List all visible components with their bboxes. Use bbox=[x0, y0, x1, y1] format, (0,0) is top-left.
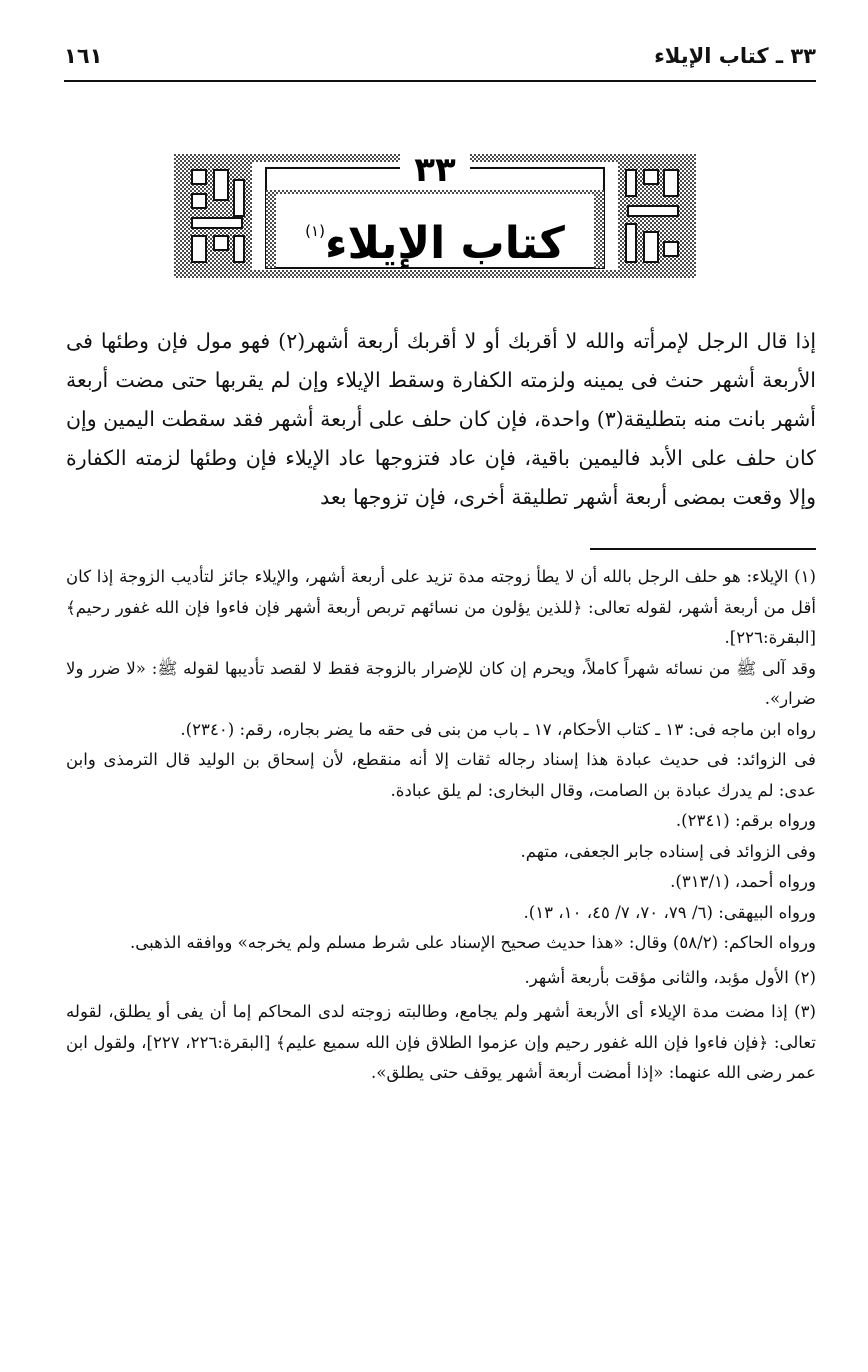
footnotes bbox=[66, 562, 816, 1093]
footnote-1 bbox=[66, 562, 816, 959]
footnote-1-bayhaqi: ورواه البيهقى: (٦/ ٧٩، ٧٠، ٧/ ٤٥، ١٠، ١٣). bbox=[523, 902, 816, 922]
footnote-1-ibn-majah: رواه ابن ماجه فى: ١٣ ـ كتاب الأحكام، ١٧ ـ باب من بنى فى حقه ما يضر بجاره، رقم: (٢٣٤٠). bbox=[180, 719, 816, 739]
chapter-number-text: ٣٣ bbox=[400, 150, 470, 190]
footnote-1-jabir: وفى الزوائد فى إسناده جابر الجعفى، متهم. bbox=[520, 841, 816, 861]
chapter-title-text: كتاب الإيلاء bbox=[324, 218, 565, 269]
footnote-1-zawaid: فى الزوائد: فى حديث عبادة هذا إسناد رجاله ثقات إلا أنه منقطع، لأن إسحاق بن الوليد قال الترمذى وابن عدى: لم يدرك عبادة بن الصامت، وقال البخارى: لم يلق عبادة. bbox=[66, 750, 816, 800]
page-number: ١٦١ bbox=[64, 44, 103, 68]
footnote-3-text: (٣) إذا مضت مدة الإيلاء أى الأربعة أشهر ولم يجامع، وطالبته زوجته لدى المحاكم إما أن يفى أو يطلق، لقوله تعالى: ﴿فإن فاءوا فإن الله غفور رحيم وإن عزموا الطلاق فإن الله سميع عليم﴾ [البقرة:٢٢٦، ٢٢٧]، ولقول ابن عمر رضى الله عنهما: «إذا أمضت أربعة أشهر يوقف حتى يطلق». bbox=[66, 1002, 816, 1082]
chapter-title-footnote-mark: (١) bbox=[305, 222, 325, 240]
footnote-1-raqam: ورواه برقم: (٢٣٤١). bbox=[675, 811, 816, 830]
footnote-2-text: (٢) الأول مؤبد، والثانى مؤقت بأربعة أشهر. bbox=[524, 967, 816, 987]
footnote-2 bbox=[66, 963, 816, 994]
chapter-number bbox=[174, 150, 696, 190]
main-text bbox=[66, 322, 816, 517]
footnote-3 bbox=[66, 997, 816, 1089]
chapter-title bbox=[284, 194, 586, 268]
footnote-rule bbox=[590, 548, 816, 550]
main-paragraph: إذا قال الرجل لإمرأته والله لا أقربك أو لا أقربك أربعة أشهر(٢) فهو مول فإن وطئها فى الأربعة أشهر حنث فى يمينه ولزمته الكفارة وسقط الإيلاء وإن لم يقربها حتى مضت أربعة أشهر بانت منه بتطليقة(٣) واحدة، فإن كان حلف على أربعة أشهر فقد سقطت اليمين وإن كان حلف على الأبد فاليمين باقية، فإن عاد فتزوجها عاد الإيلاء فإن وطئها لزمته الكفارة وإلا وقعت بمضى أربعة أشهر تطليقة أخرى، فإن تزوجها بعد bbox=[66, 329, 817, 509]
chapter-ornament-frame bbox=[174, 150, 696, 278]
header-rule bbox=[64, 80, 816, 82]
footnote-1-hadith: وقد آلى ﷺ من نسائه شهراً كاملاً، ويحرم إن كان للإضرار بالزوجة فقط لا لقصد تأديبها لقوله ﷺ: «لا ضرر ولا ضرار». bbox=[66, 658, 816, 708]
footnote-1-ahmad: ورواه أحمد، (٣١٣/١). bbox=[670, 872, 816, 891]
footnote-1-definition: (١) الإيلاء: هو حلف الرجل بالله أن لا يطأ زوجته مدة تزيد على أربعة أشهر، والإيلاء جائز لتأديب الزوجة إذا كان أقل من أربعة أشهر، لقوله تعالى: ﴿للذين يؤلون من نسائهم تربص أربعة أشهر فإن فاءوا فإن الله غفور رحيم﴾ [البقرة:٢٢٦]. bbox=[66, 567, 816, 647]
footnote-1-hakim: ورواه الحاكم: (٥٨/٢) وقال: «هذا حديث صحيح الإسناد على شرط مسلم ولم يخرجه» ووافقه الذهبى. bbox=[129, 933, 816, 952]
running-title: ٣٣ ـ كتاب الإيلاء bbox=[654, 44, 816, 68]
running-header bbox=[64, 38, 816, 78]
